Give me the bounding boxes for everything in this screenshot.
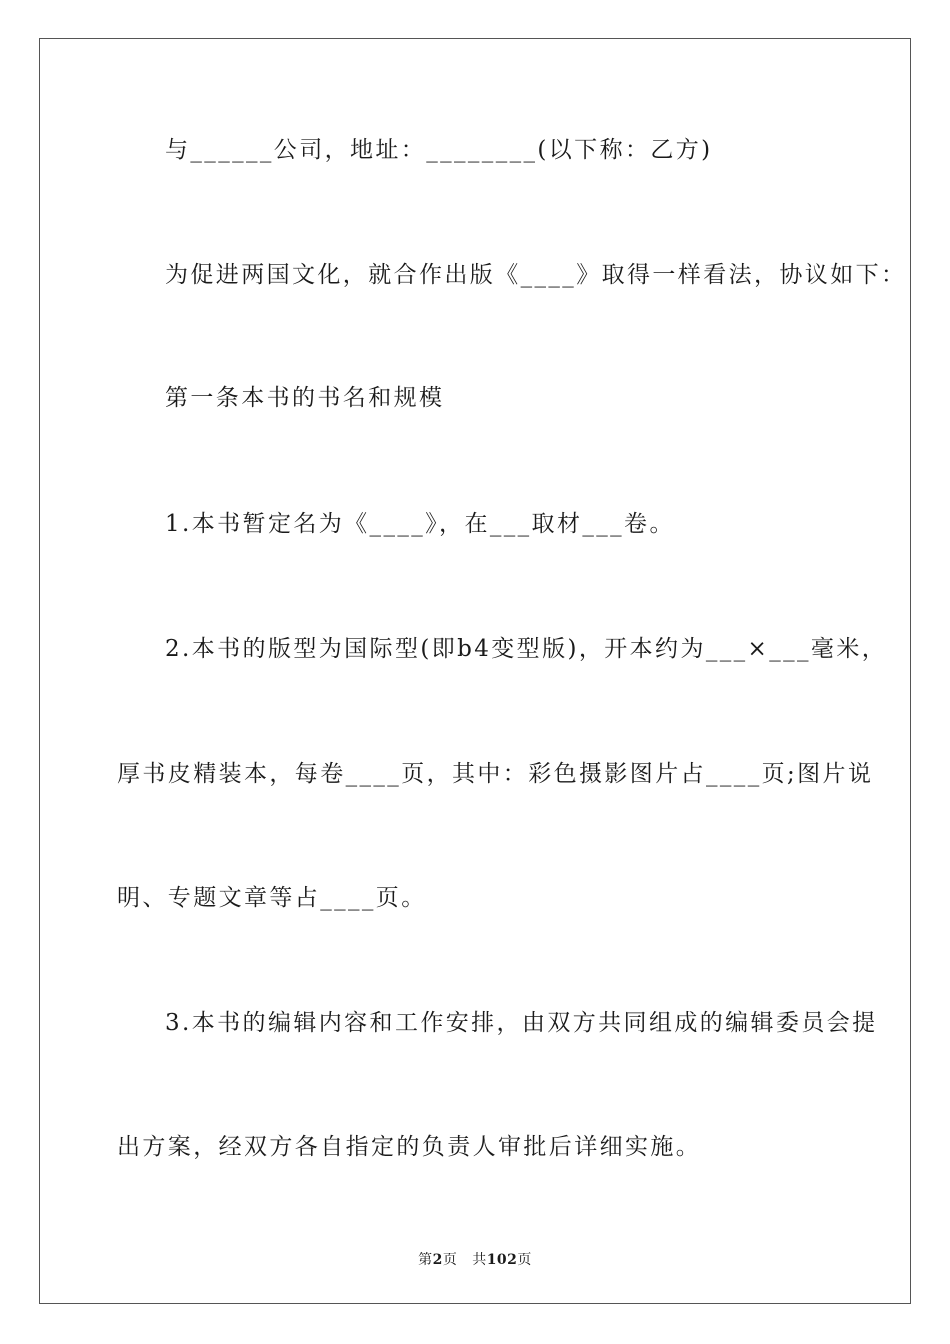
page-label-suffix: 页 [442, 1252, 458, 1268]
total-label-suffix: 页 [517, 1252, 532, 1268]
page-footer [0, 1249, 950, 1269]
total-page-count: 102 [486, 1252, 518, 1268]
clause-1-book-title: 1.本书暂定名为《____》，在___取材___卷。 [165, 511, 675, 537]
clause-3-editing-cont: 出方案，经双方各自指定的负责人审批后详细实施。 [117, 1134, 702, 1160]
paragraph-purpose: 为促进两国文化，就合作出版《____》取得一样看法，协议如下： [165, 262, 907, 288]
total-label-prefix: 共 [472, 1252, 487, 1268]
page-border [39, 38, 911, 1304]
current-page-number: 2 [432, 1252, 443, 1268]
clause-2-format: 2.本书的版型为国际型(即b4变型版)，开本约为___×___毫米， [165, 636, 888, 662]
page-label-prefix: 第 [418, 1252, 433, 1268]
section-heading-article-1: 第一条本书的书名和规模 [165, 385, 445, 411]
clause-2-format-cont-1: 厚书皮精装本，每卷____页，其中：彩色摄影图片占____页;图片说 [117, 761, 874, 787]
clause-3-editing: 3.本书的编辑内容和工作安排，由双方共同组成的编辑委员会提 [165, 1010, 878, 1036]
paragraph-party-b: 与______公司，地址：________(以下称：乙方) [165, 137, 713, 163]
clause-2-format-cont-2: 明、专题文章等占____页。 [117, 885, 427, 911]
